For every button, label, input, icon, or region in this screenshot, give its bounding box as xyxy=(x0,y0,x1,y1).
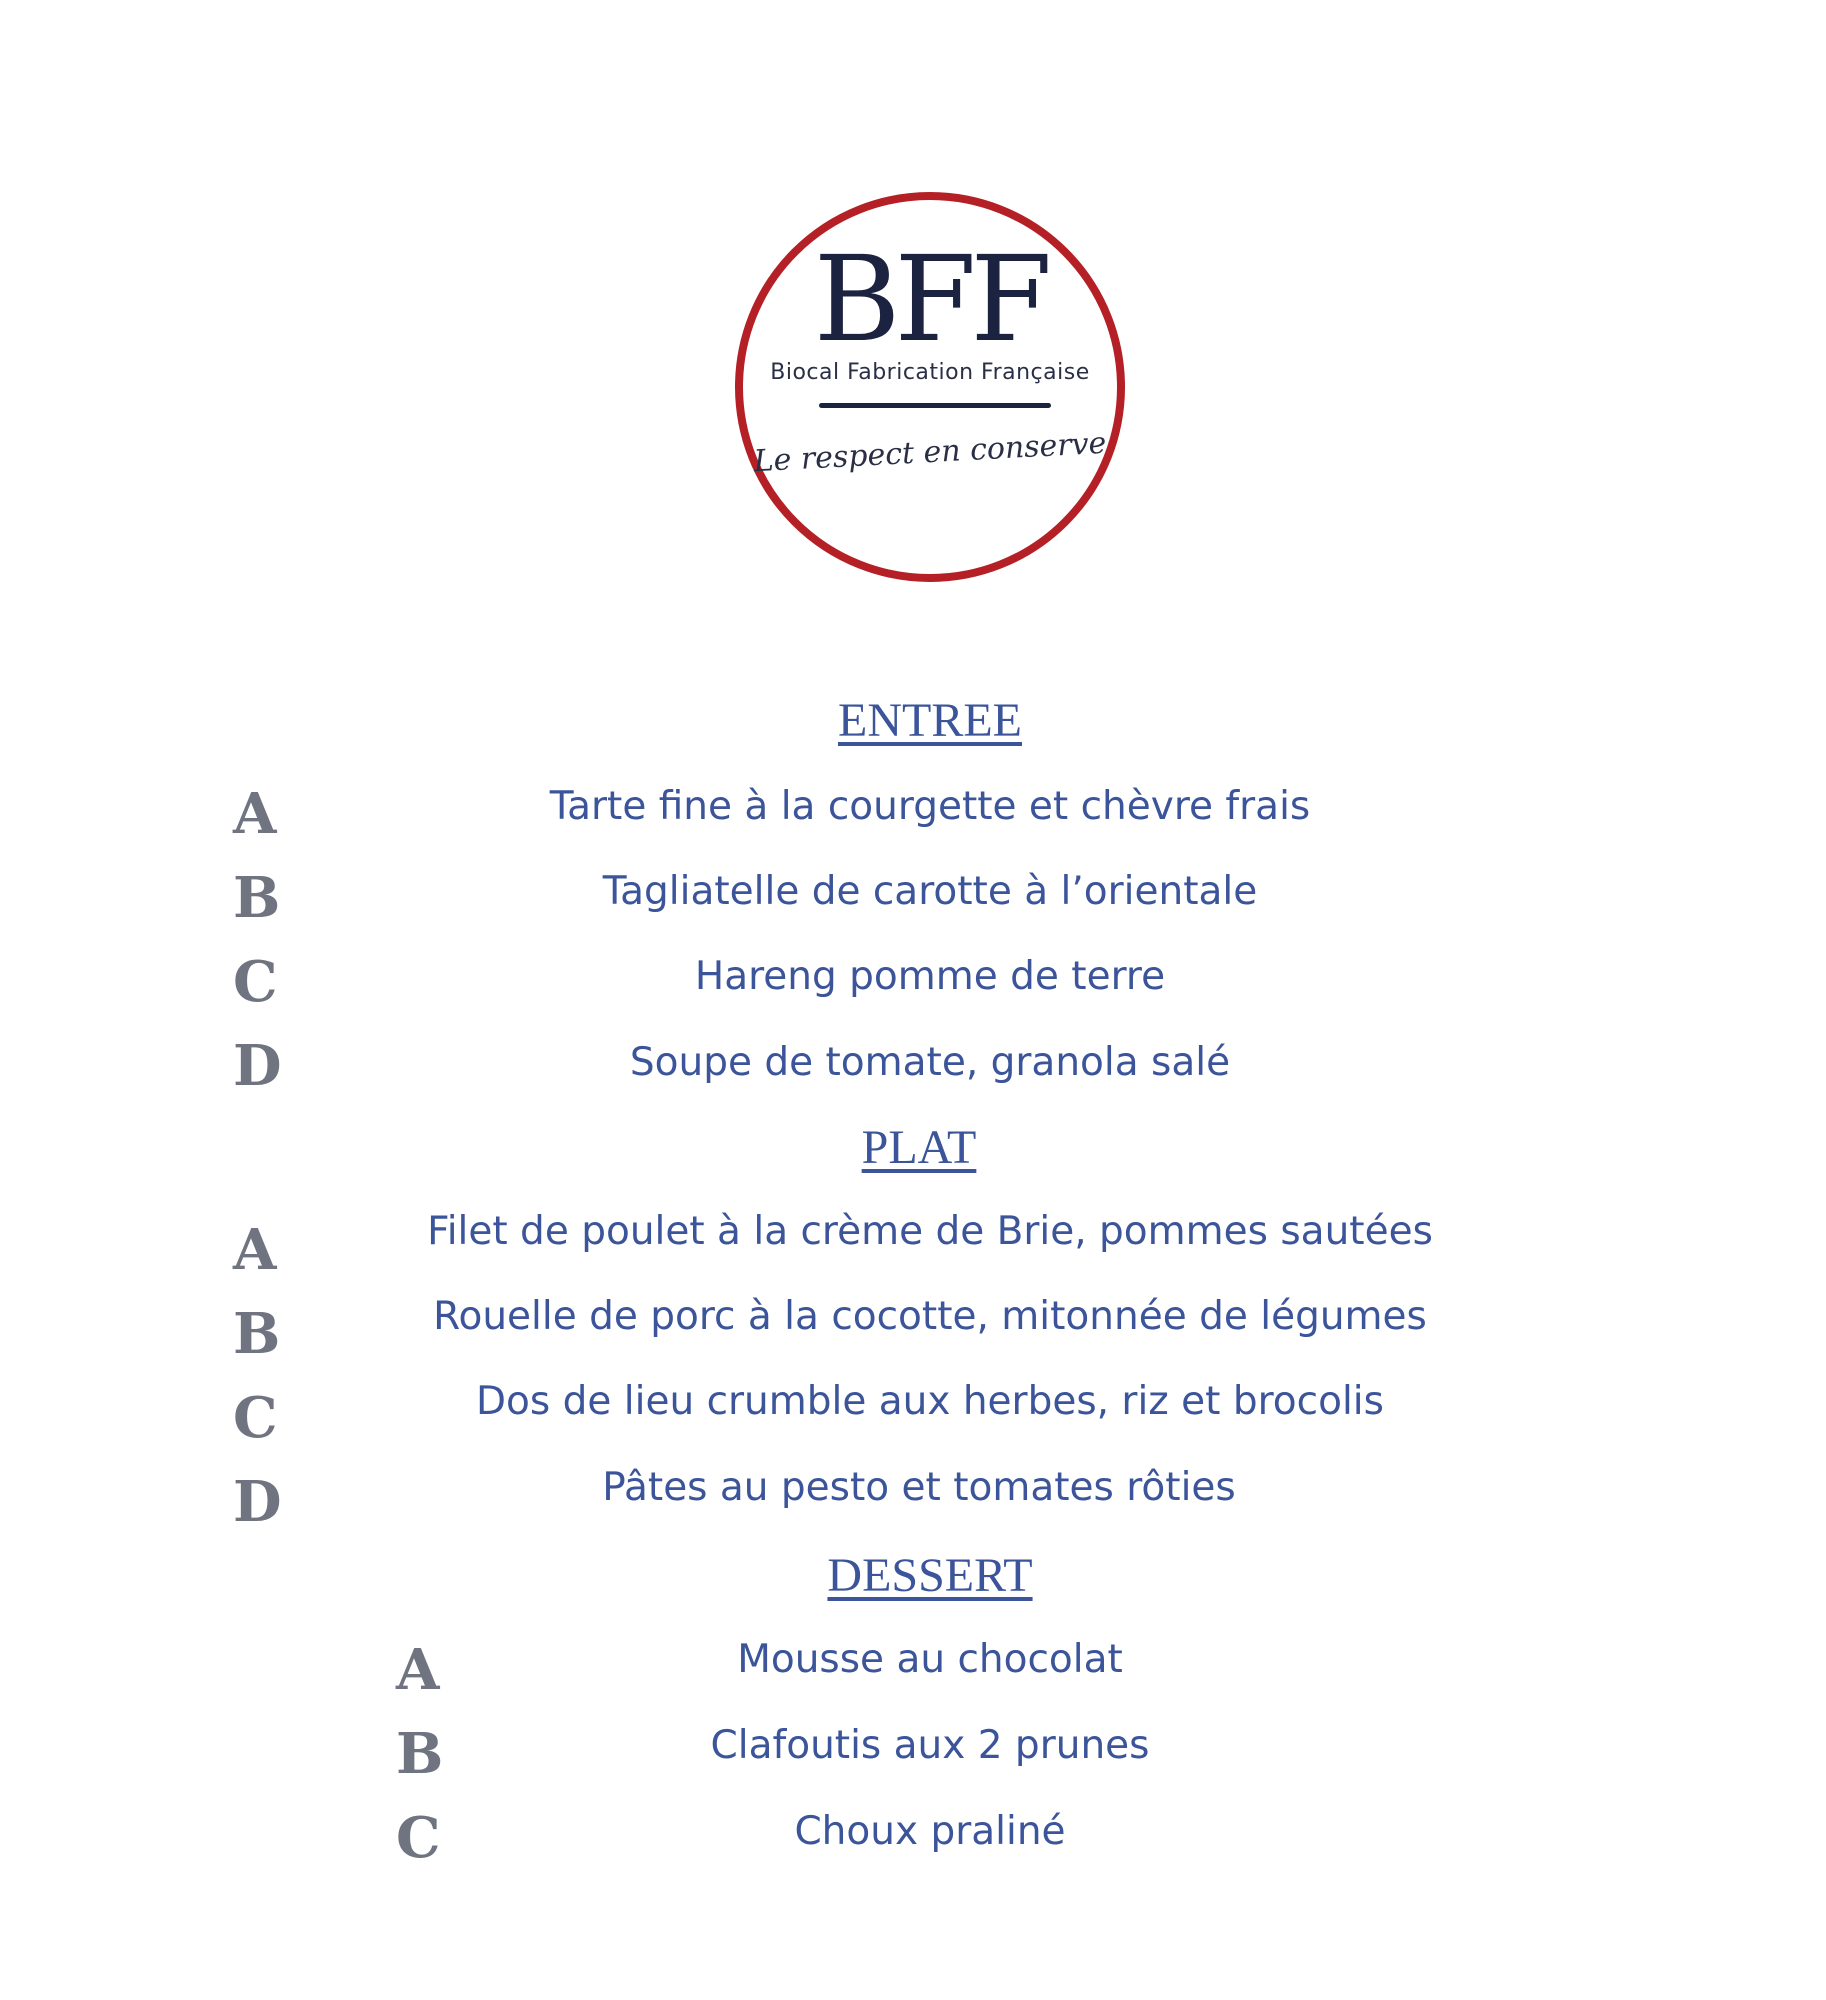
logo-subtitle: Biocal Fabrication Française xyxy=(770,360,1090,385)
plat-letter-a: A xyxy=(233,1217,277,1283)
logo-tagline: Le respect en conserve xyxy=(752,425,1108,480)
entree-dish-c: Hareng pomme de terre xyxy=(694,954,1166,999)
entree-letter-d: D xyxy=(233,1033,282,1099)
dessert-letter-c: C xyxy=(396,1805,441,1871)
entree-dish-d: Soupe de tomate, granola salé xyxy=(629,1040,1231,1085)
plat-letter-c: C xyxy=(233,1385,278,1451)
section-title-plat: PLAT xyxy=(861,1121,977,1174)
plat-dish-d: Pâtes au pesto et tomates rôties xyxy=(602,1465,1236,1510)
plat-dish-c: Dos de lieu crumble aux herbes, riz et brocolis xyxy=(476,1379,1384,1424)
plat-dish-b: Rouelle de porc à la cocotte, mitonnée de légumes xyxy=(433,1294,1427,1339)
entree-dish-b: Tagliatelle de carotte à l’orientale xyxy=(602,869,1258,914)
brand-logo xyxy=(735,192,1125,582)
entree-letter-b: B xyxy=(233,865,281,931)
plat-dish-a: Filet de poulet à la crème de Brie, pommes sautées xyxy=(427,1209,1433,1254)
entree-letter-a: A xyxy=(233,781,277,847)
plat-letter-d: D xyxy=(233,1469,282,1535)
dessert-dish-c: Choux praliné xyxy=(794,1809,1066,1854)
dessert-dish-b: Clafoutis aux 2 prunes xyxy=(710,1723,1150,1768)
dessert-letter-a: A xyxy=(396,1637,440,1703)
logo-mark: BFF xyxy=(813,230,1047,368)
dessert-letter-b: B xyxy=(396,1721,444,1787)
section-title-dessert: DESSERT xyxy=(827,1549,1033,1602)
dessert-dish-a: Mousse au chocolat xyxy=(737,1637,1123,1682)
entree-letter-c: C xyxy=(233,949,278,1015)
plat-letter-b: B xyxy=(233,1301,281,1367)
entree-dish-a: Tarte fine à la courgette et chèvre frais xyxy=(549,784,1311,829)
logo-divider xyxy=(819,403,1051,408)
section-title-entree: ENTREE xyxy=(838,694,1022,747)
